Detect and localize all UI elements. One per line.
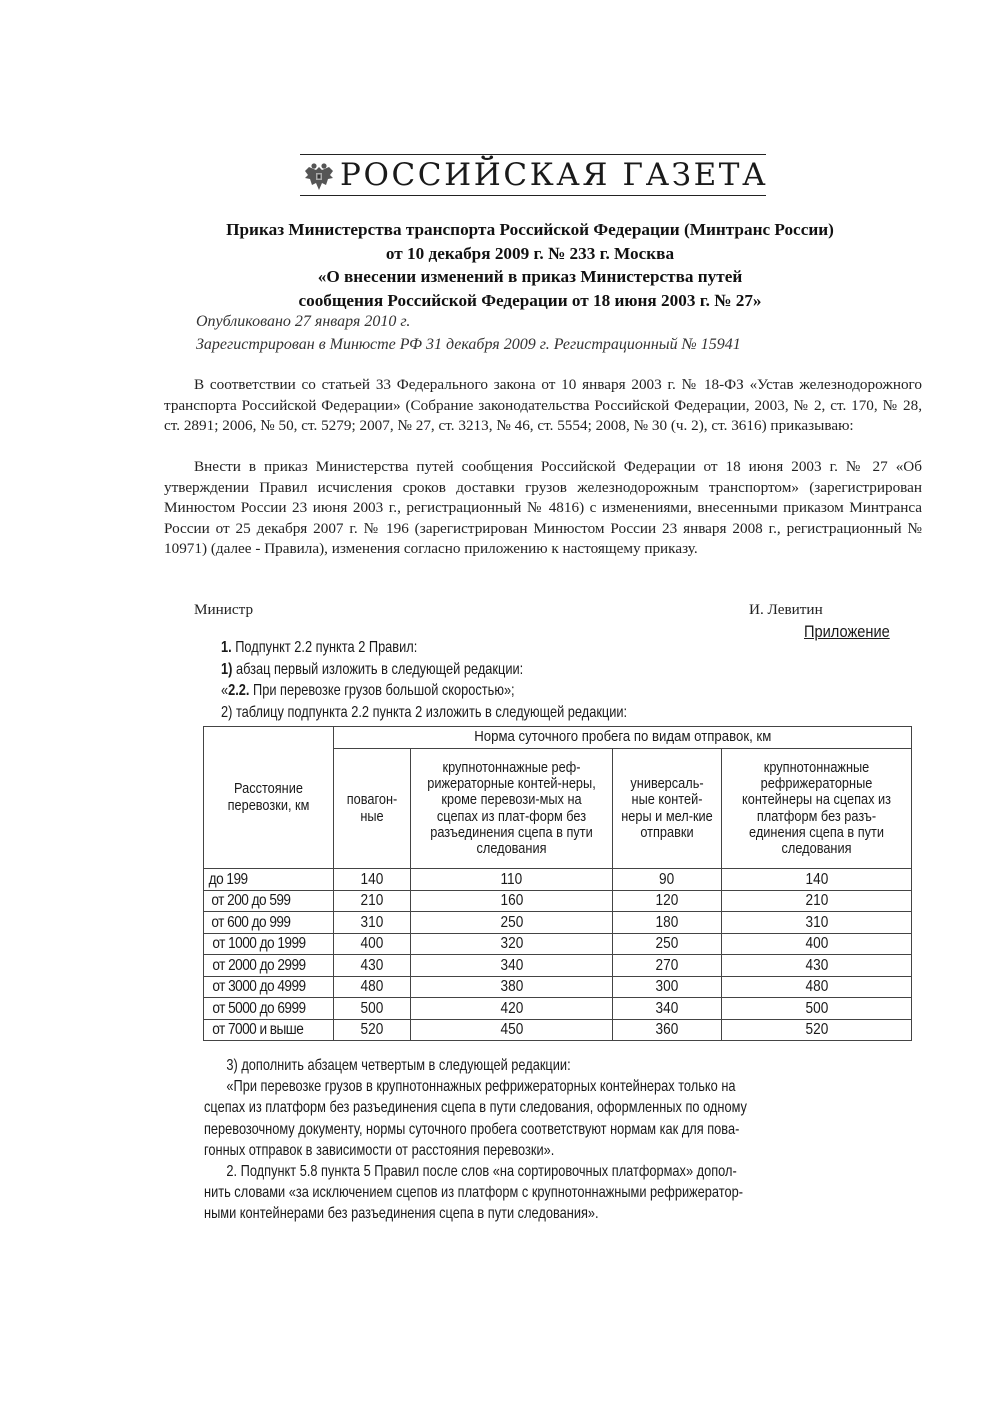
norm-value-text: 300 (655, 978, 679, 996)
header-column (722, 749, 912, 869)
signatory-name: И. Левитин (749, 601, 823, 618)
distance-range-text: от 7000 и выше (212, 1021, 304, 1039)
norm-value-text: 340 (655, 999, 679, 1017)
distance-range-cell (204, 890, 334, 912)
table-row (204, 890, 912, 912)
norm-value-cell (411, 869, 613, 891)
norm-value-cell (722, 998, 912, 1020)
quote-text: При перевозке грузов большой скоростью»; (249, 682, 515, 699)
heading-line: от 10 декабря 2009 г. № 233 г. Москва (385, 243, 675, 263)
norm-value-cell (613, 976, 722, 998)
header-column (334, 749, 411, 869)
norm-value-cell (722, 1019, 912, 1041)
norm-value-text: 110 (500, 870, 523, 888)
order-heading (130, 218, 930, 312)
double-headed-eagle-emblem-icon (302, 161, 336, 191)
distance-range-cell (204, 869, 334, 891)
norm-value-text: 400 (360, 935, 384, 953)
newspaper-title: РОССИЙСКАЯ ГАЗЕТА (340, 157, 769, 193)
norm-value-text: 360 (655, 1021, 679, 1039)
daily-mileage-norms-table (203, 726, 912, 1041)
norm-value-cell (411, 933, 613, 955)
body-paragraph: В соответствии со статьей 33 Федерального закона от 10 января 2003 г. № 18-ФЗ «Устав железнодорожного транспорта Российской Федерации» (Собрание законодательства Российской Федерации, 2003, № 2, ст. 170, № 28, ст. 2891; 2006, № 50, ст. 5279; 2007, № 27, ст. 3213, № 46, ст. 5554; 2008, № 30 (ч. 2), ст. 3616) приказываю: (164, 376, 922, 434)
distance-range-cell (204, 976, 334, 998)
norm-value-text: 250 (500, 913, 523, 931)
norm-value-text: 430 (360, 956, 384, 974)
norm-value-text: 400 (805, 935, 828, 953)
norm-value-cell (722, 912, 912, 934)
norm-value-text: 210 (805, 892, 828, 910)
norm-value-cell (613, 869, 722, 891)
quote-mark: « (221, 682, 229, 699)
appendix-items (221, 637, 627, 723)
quote-line: перевозочному документу, нормы суточного пробега соответствуют нормам как для пова- (204, 1120, 740, 1138)
norm-value-cell (722, 890, 912, 912)
table-row (204, 912, 912, 934)
item-number: 1. (221, 639, 232, 656)
distance-range-text: от 5000 до 6999 (212, 999, 306, 1017)
norm-value-cell (613, 998, 722, 1020)
norm-value-cell (411, 976, 613, 998)
norm-value-cell (411, 1019, 613, 1041)
header-column (411, 749, 613, 869)
norm-value-text: 310 (805, 913, 828, 931)
heading-line: Приказ Министерства транспорта Российской Федерации (Минтранс России) (226, 220, 834, 239)
registration-info: Зарегистрирован в Минюсте РФ 31 декабря 2009 г. Регистрационный № 15941 (196, 336, 741, 353)
norm-value-cell (411, 955, 613, 977)
distance-range-text: до 199 (208, 870, 248, 888)
header-column-text: крупнотоннажные рефрижераторные контейнеры на сцепах из платформ без разъ-единения сцепа в пути следования (742, 759, 892, 858)
table-row (204, 933, 912, 955)
distance-range-cell (204, 912, 334, 934)
newspaper-masthead (300, 154, 769, 196)
norm-value-text: 210 (360, 892, 384, 910)
distance-range-cell (204, 955, 334, 977)
appendix-subitem-1 (221, 659, 627, 681)
header-group (334, 727, 912, 749)
norm-value-text: 480 (360, 978, 384, 996)
heading-line: «О внесении изменений в приказ Министерства путей (317, 267, 743, 286)
subitem-number: 1) (221, 660, 233, 678)
distance-range-cell (204, 1019, 334, 1041)
quote-line: гонных отправок в зависимости от расстояния перевозки». (204, 1141, 555, 1159)
appendix-subitem-2: 2) таблицу подпункта 2.2 пункта 2 изложить в следующей редакции: (221, 703, 628, 721)
header-distance-text: Расстояние перевозки, км (227, 781, 310, 814)
norm-value-cell (334, 912, 411, 934)
norm-value-cell (722, 976, 912, 998)
norm-value-text: 420 (500, 999, 523, 1017)
appendix-item-2-line: ными контейнерами без разъединения сцепа в пути следования». (204, 1205, 599, 1223)
publication-info (196, 310, 741, 356)
appendix-item-1 (221, 637, 627, 659)
norm-value-cell (334, 998, 411, 1020)
subitem-text: абзац первый изложить в следующей редакции: (232, 660, 524, 678)
item-text: Подпункт 2.2 пункта 2 Правил: (231, 639, 418, 656)
norm-value-cell (722, 955, 912, 977)
norm-value-text: 90 (659, 870, 675, 888)
appendix-item-2: 2. Подпункт 5.8 пункта 5 Правил после слов «на сортировочных платформах» допол- (226, 1163, 737, 1181)
quote-line: «При перевозке грузов в крупнотоннажных рефрижераторных контейнерах только на (226, 1078, 736, 1096)
norm-value-text: 270 (655, 956, 679, 974)
norm-value-text: 310 (360, 913, 384, 931)
appendix-continuation (204, 1055, 747, 1225)
table-row (204, 955, 912, 977)
norm-value-cell (334, 955, 411, 977)
norm-value-cell (334, 890, 411, 912)
distance-range-text: от 600 до 999 (211, 913, 291, 931)
norm-value-text: 520 (360, 1021, 384, 1039)
norm-value-cell (411, 912, 613, 934)
distance-range-text: от 2000 до 2999 (212, 956, 306, 974)
signatory-position: Министр (194, 601, 254, 618)
norm-value-text: 160 (500, 892, 523, 910)
norm-value-text: 250 (655, 935, 679, 953)
quote-line: сцепах из платформ без разъединения сцепа в пути следования, оформленных по одному (204, 1099, 747, 1117)
norm-value-cell (722, 869, 912, 891)
appendix-quote (221, 680, 627, 702)
distance-range-text: от 1000 до 1999 (212, 935, 306, 953)
heading-line: сообщения Российской Федерации от 18 июня 2003 г. № 27» (298, 290, 762, 310)
table-row (204, 998, 912, 1020)
published-date: Опубликовано 27 января 2010 г. (196, 313, 411, 330)
norm-value-cell (613, 890, 722, 912)
header-group-text: Норма суточного пробега по видам отправок, км (474, 728, 772, 746)
header-column (613, 749, 722, 869)
norm-value-cell (411, 890, 613, 912)
norm-value-text: 500 (805, 999, 828, 1017)
norm-value-cell (722, 933, 912, 955)
table-row (204, 976, 912, 998)
norm-value-cell (411, 998, 613, 1020)
norm-value-text: 120 (655, 892, 679, 910)
quote-number: 2.2. (228, 682, 250, 699)
norm-value-text: 500 (360, 999, 384, 1017)
distance-range-cell (204, 933, 334, 955)
norm-value-cell (334, 933, 411, 955)
norm-value-text: 450 (500, 1021, 523, 1039)
distance-range-text: от 3000 до 4999 (212, 978, 306, 996)
norm-value-text: 340 (500, 956, 523, 974)
appendix-item-2-line: нить словами «за исключением сцепов из платформ с крупнотоннажными рефрижератор- (204, 1184, 743, 1202)
norm-value-cell (613, 1019, 722, 1041)
appendix-label: Приложение (804, 622, 890, 641)
norm-value-text: 320 (500, 935, 523, 953)
header-column-text: повагон-ные (346, 792, 398, 825)
appendix-subitem-3: 3) дополнить абзацем четвертым в следующей редакции: (226, 1057, 571, 1074)
norm-value-text: 480 (805, 978, 828, 996)
body-paragraph: Внести в приказ Министерства путей сообщения Российской Федерации от 18 июня 2003 г. № 27 «Об утверждении Правил исчисления сроков доставки грузов железнодорожным транспортом» (зарегистрирован Минюстом России 23 июня 2003 г., регистрационный № 4816) с изменениями, внесенными приказом Минтранса России от 25 декабря 2007 г. № 196 (зарегистрирован Минюстом России 23 января 2008 г., регистрационный № 10971) (далее - Правила), изменения согласно приложению к настоящему приказу. (164, 458, 922, 557)
norm-value-cell (613, 933, 722, 955)
table-row (204, 869, 912, 891)
norm-value-cell (334, 869, 411, 891)
header-column-text: крупнотоннажные реф-рижераторные контей-неры, кроме перевози-мых на сцепах из плат-форм без разъединения сцепа в пути следования (427, 759, 596, 858)
table-row (204, 1019, 912, 1041)
distance-range-text: от 200 до 599 (211, 892, 291, 910)
norm-value-cell (613, 912, 722, 934)
norm-value-cell (334, 1019, 411, 1041)
header-column-text: универсаль-ные контей-неры и мел-кие отправки (621, 775, 713, 841)
header-distance (204, 727, 334, 869)
norm-value-text: 180 (655, 913, 679, 931)
norm-value-cell (613, 955, 722, 977)
distance-range-cell (204, 998, 334, 1020)
norm-value-text: 520 (805, 1021, 828, 1039)
norm-value-text: 380 (500, 978, 523, 996)
norm-value-text: 140 (360, 870, 384, 888)
norm-value-text: 140 (805, 870, 828, 888)
norm-value-text: 430 (805, 956, 828, 974)
norm-value-cell (334, 976, 411, 998)
